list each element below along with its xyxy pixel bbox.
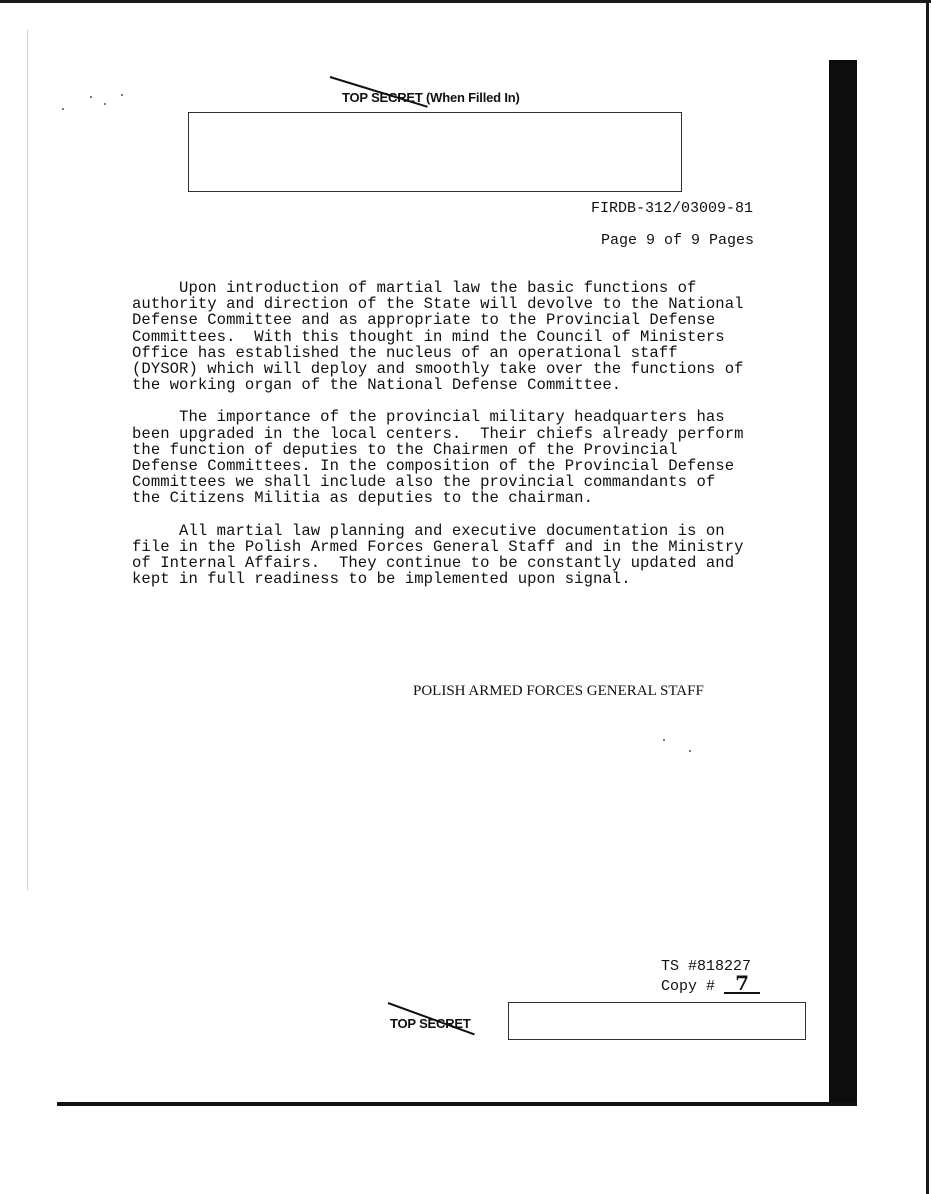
document-id: FIRDB-312/03009-81 (591, 200, 754, 217)
scan-speck (689, 750, 691, 752)
scan-left-edge (27, 30, 28, 890)
document-body (132, 280, 772, 603)
scan-bottom-edge (57, 1102, 857, 1106)
scan-speck (104, 103, 106, 105)
copy-label: Copy # (661, 978, 716, 995)
scan-speck (90, 96, 92, 98)
scan-speck (663, 739, 665, 741)
page-right-border (926, 0, 929, 1194)
footer-classification (390, 1016, 471, 1031)
page-top-border (0, 0, 931, 3)
header-classification-suffix: (When Filled In) (426, 90, 520, 105)
copy-line (661, 971, 760, 995)
footer-blank-box (508, 1002, 806, 1040)
scan-speck (62, 108, 64, 110)
header-blank-box (188, 112, 682, 192)
header-classification (342, 90, 520, 105)
body-paragraph: All martial law planning and executive documentation is on file in the Polish Armed Forces General Staff and in the Ministry of Internal Affairs. They continue to be constantly updated and kept in full readiness to be implemented upon signal. (132, 521, 744, 589)
body-paragraph: Upon introduction of martial law the basic functions of authority and direction of the State will devolve to the National Defense Committee and as appropriate to the Provincial Defense Committees. With this thought in mind the Council of Ministers Office has established the nucleus of an operational staff (DYSOR) which will deploy and smoothly take over the functions of the working organ of the National Defense Committee. (132, 279, 744, 395)
scan-shadow-bar (829, 60, 857, 1106)
ts-number: TS #818227 (661, 958, 752, 975)
signature-line: POLISH ARMED FORCES GENERAL STAFF (413, 683, 704, 699)
header-classification-prefix: TOP SECRET (342, 90, 423, 105)
page-number: Page 9 of 9 Pages (601, 232, 755, 249)
body-paragraph: The importance of the provincial military headquarters has been upgraded in the local centers. Their chiefs already perform the function of deputies to the Chairmen of the Provincial Defense Committees. In the composition of the Provincial Defense Committees we shall include also the provincial commandants of the Citizens Militia as deputies to the chairman. (132, 408, 744, 508)
scan-speck (121, 94, 123, 96)
copy-number-handwritten: 7 (724, 975, 760, 994)
control-number-block (661, 958, 760, 995)
footer-classification-label: TOP SECRET (390, 1016, 471, 1031)
